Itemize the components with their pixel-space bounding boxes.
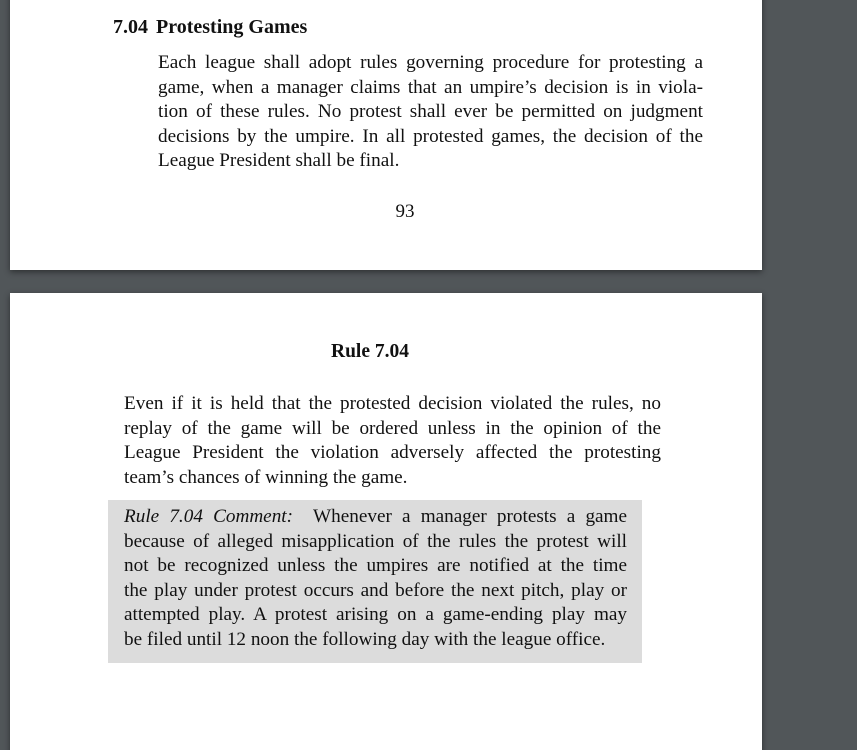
comment-line: because of alleged misapplication of the rules the protest will — [124, 530, 627, 552]
rule-comment-text — [124, 505, 627, 653]
body-line: decisions by the umpire. In all protested games, the decision of the — [158, 125, 703, 147]
paragraph-line: replay of the game will be ordered unless in the opinion of the — [124, 417, 661, 439]
section-body — [158, 51, 703, 174]
paragraph-line: League President the violation adversely affected the protesting — [124, 442, 661, 464]
paragraph-line: Even if it is held that the protested decision violated the rules, no — [124, 393, 661, 414]
comment-line — [124, 505, 627, 530]
page-number: 93 — [395, 201, 415, 222]
comment-line: the play under protest occurs and before the next pitch, play or — [124, 579, 627, 601]
section-number: 7.04 — [113, 16, 148, 38]
comment-label: Rule 7.04 Comment: — [124, 506, 294, 527]
body-line: game, when a manager claims that an umpire’s decision is in viola- — [158, 76, 703, 98]
comment-line: be filed until 12 noon the following day with the league office. — [124, 628, 606, 650]
pdf-page-93 — [10, 0, 762, 270]
rule-title: Rule 7.04 — [331, 341, 409, 362]
section-title: Protesting Games — [156, 16, 308, 38]
rule-paragraph — [124, 392, 661, 490]
rule-comment-box — [108, 500, 642, 663]
section-heading — [113, 16, 307, 39]
body-line: Each league shall adopt rules governing procedure for protesting a — [158, 52, 703, 73]
paragraph-line: team’s chances of winning the game. — [124, 466, 408, 488]
body-line: League President shall be final. — [158, 150, 400, 172]
comment-line: not be recognized unless the umpires are notified at the time — [124, 555, 627, 577]
pdf-page-comment — [10, 293, 762, 750]
body-line: tion of these rules. No protest shall ever be permitted on judgment — [158, 101, 703, 123]
comment-first-line: Whenever a manager protests a game — [313, 506, 628, 527]
comment-line: attempted play. A protest arising on a game-ending play may — [124, 604, 627, 626]
